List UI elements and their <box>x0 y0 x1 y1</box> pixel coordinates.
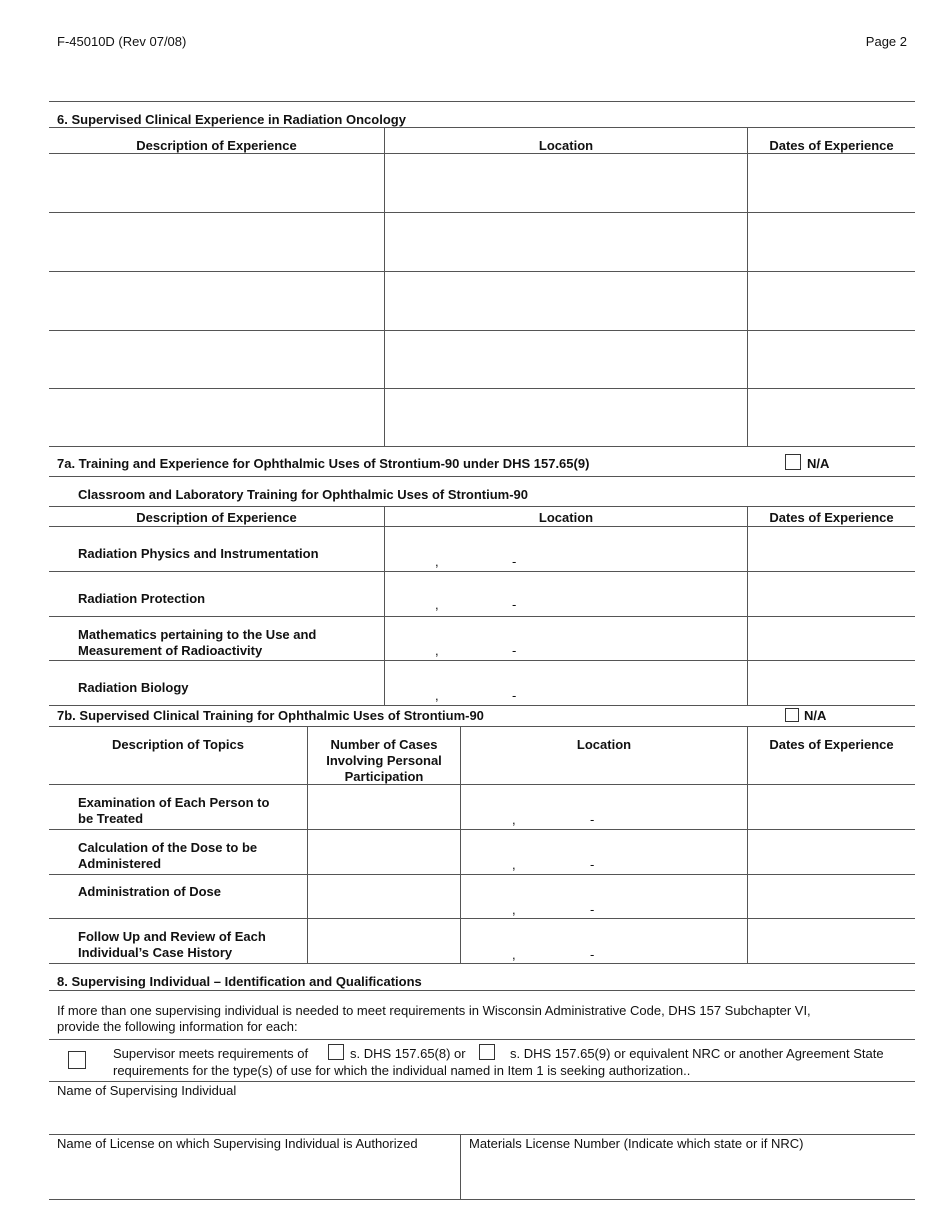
section7b-row-4-label <box>78 929 266 961</box>
section7a-col-location: Location <box>538 510 594 525</box>
location-dash: - <box>590 812 595 827</box>
column-divider <box>747 127 748 447</box>
location-comma: , <box>512 812 516 827</box>
section7b-col-cases-line1: Number of Cases <box>330 737 438 752</box>
section7b-row-2-label <box>78 840 257 872</box>
location-dash: - <box>590 902 595 917</box>
section8-intro <box>57 1003 811 1035</box>
section7a-row-2-label: Radiation Protection <box>78 591 206 606</box>
section6-col-location: Location <box>538 138 594 153</box>
section6-col-description: Description of Experience <box>136 138 297 153</box>
column-divider <box>747 506 748 705</box>
divider <box>49 506 915 507</box>
section7a-row-1-label: Radiation Physics and Instrumentation <box>78 546 319 561</box>
section7b-col-dates: Dates of Experience <box>769 737 894 752</box>
section7a-na-label: N/A <box>807 456 830 471</box>
column-divider <box>307 726 308 963</box>
table-row-divider <box>49 212 915 213</box>
divider <box>49 526 915 527</box>
supervisor-prefix: Supervisor meets requirements of <box>113 1046 309 1061</box>
column-divider <box>747 726 748 963</box>
table-row-divider <box>49 446 915 447</box>
location-comma: , <box>512 947 516 962</box>
column-divider <box>460 1134 461 1199</box>
table-row-divider <box>49 963 915 964</box>
divider <box>49 726 915 727</box>
section7b-row-2-line1: Calculation of the Dose to be <box>78 840 258 855</box>
column-divider <box>460 726 461 963</box>
location-comma: , <box>435 688 439 703</box>
column-divider <box>384 127 385 447</box>
divider <box>49 1134 915 1135</box>
section7b-row-4-line1: Follow Up and Review of Each <box>78 929 266 944</box>
table-row-divider <box>49 616 915 617</box>
section8-intro-line1: If more than one supervising individual is needed to meet requirements in Wisconsin Administrative Code, DHS 157 Subchapter VI, <box>57 1003 811 1018</box>
section7b-row-2-line2: Administered <box>78 856 162 871</box>
table-row-divider <box>49 874 915 875</box>
column-divider <box>384 506 385 705</box>
section7b-row-1-line2: be Treated <box>78 811 144 826</box>
section7b-col-cases-line3: Participation <box>344 769 424 784</box>
location-dash: - <box>590 947 595 962</box>
section7b-row-4-line2: Individual’s Case History <box>78 945 233 960</box>
supervisor-checkbox[interactable] <box>68 1051 86 1069</box>
section7b-col-cases <box>308 737 460 785</box>
divider <box>49 990 915 991</box>
divider <box>49 784 915 785</box>
table-row-divider <box>49 571 915 572</box>
option-dhs-157-65-9-checkbox[interactable] <box>479 1044 495 1060</box>
section7a-row-4-label: Radiation Biology <box>78 680 189 695</box>
location-dash: - <box>512 554 517 569</box>
location-comma: , <box>512 902 516 917</box>
location-dash: - <box>512 688 517 703</box>
section7b-col-topics: Description of Topics <box>112 737 244 752</box>
section7b-row-3-label: Administration of Dose <box>78 884 222 899</box>
license-number-field[interactable] <box>462 1154 914 1198</box>
license-name-field[interactable] <box>49 1154 459 1198</box>
supervisor-requirements-line2: requirements for the type(s) of use for which the individual named in Item 1 is seeking authorization.. <box>113 1063 691 1078</box>
divider <box>49 153 915 154</box>
section7a-col-description: Description of Experience <box>136 510 297 525</box>
section7a-title: 7a. Training and Experience for Ophthalmic Uses of Strontium-90 under DHS 157.65(9) <box>57 456 590 471</box>
divider <box>49 1039 915 1040</box>
section7a-subtitle: Classroom and Laboratory Training for Ophthalmic Uses of Strontium-90 <box>78 487 529 502</box>
form-id: F-45010D (Rev 07/08) <box>57 34 187 49</box>
section7b-title: 7b. Supervised Clinical Training for Ophthalmic Uses of Strontium-90 <box>57 708 484 723</box>
divider <box>49 476 915 477</box>
table-row-divider <box>49 271 915 272</box>
location-comma: , <box>435 554 439 569</box>
option-dhs-157-65-8-label: s. DHS 157.65(8) or <box>350 1046 466 1061</box>
divider <box>49 1199 915 1200</box>
section8-intro-line2: provide the following information for each: <box>57 1019 298 1034</box>
location-comma: , <box>435 643 439 658</box>
section7b-col-cases-line2: Involving Personal <box>326 753 442 768</box>
section7a-na-checkbox[interactable] <box>785 454 801 470</box>
table-row-divider <box>49 918 915 919</box>
section6-col-dates: Dates of Experience <box>769 138 894 153</box>
option-dhs-157-65-8-checkbox[interactable] <box>328 1044 344 1060</box>
section7b-na-checkbox[interactable] <box>785 708 799 722</box>
location-comma: , <box>435 597 439 612</box>
table-row-divider <box>49 829 915 830</box>
section7b-na-label: N/A <box>804 708 827 723</box>
location-dash: - <box>512 643 517 658</box>
table-row-divider <box>49 388 915 389</box>
divider <box>49 101 915 102</box>
section6-title: 6. Supervised Clinical Experience in Radiation Oncology <box>57 112 406 127</box>
section7a-row-3-line2: Measurement of Radioactivity <box>78 643 263 658</box>
supervising-individual-name-label: Name of Supervising Individual <box>57 1083 237 1098</box>
license-name-label: Name of License on which Supervising Individual is Authorized <box>57 1136 418 1151</box>
section7b-row-1-line1: Examination of Each Person to <box>78 795 270 810</box>
divider <box>49 1081 915 1082</box>
section7a-col-dates: Dates of Experience <box>769 510 894 525</box>
table-row-divider <box>49 330 915 331</box>
section8-title: 8. Supervising Individual – Identification and Qualifications <box>57 974 422 989</box>
option-dhs-157-65-9-label: s. DHS 157.65(9) or equivalent NRC or another Agreement State <box>510 1046 884 1061</box>
table-row-divider <box>49 660 915 661</box>
divider <box>49 127 915 128</box>
location-dash: - <box>512 597 517 612</box>
location-comma: , <box>512 857 516 872</box>
license-number-label: Materials License Number (Indicate which state or if NRC) <box>469 1136 804 1151</box>
page-number: Page 2 <box>865 34 907 49</box>
supervising-individual-name-field[interactable] <box>49 1100 915 1133</box>
table-row-divider <box>49 705 915 706</box>
section7a-row-3-line1: Mathematics pertaining to the Use and <box>78 627 317 642</box>
location-dash: - <box>590 857 595 872</box>
section7b-row-1-label <box>78 795 269 827</box>
section7b-col-location: Location <box>576 737 632 752</box>
section7a-row-3-label <box>78 627 316 659</box>
